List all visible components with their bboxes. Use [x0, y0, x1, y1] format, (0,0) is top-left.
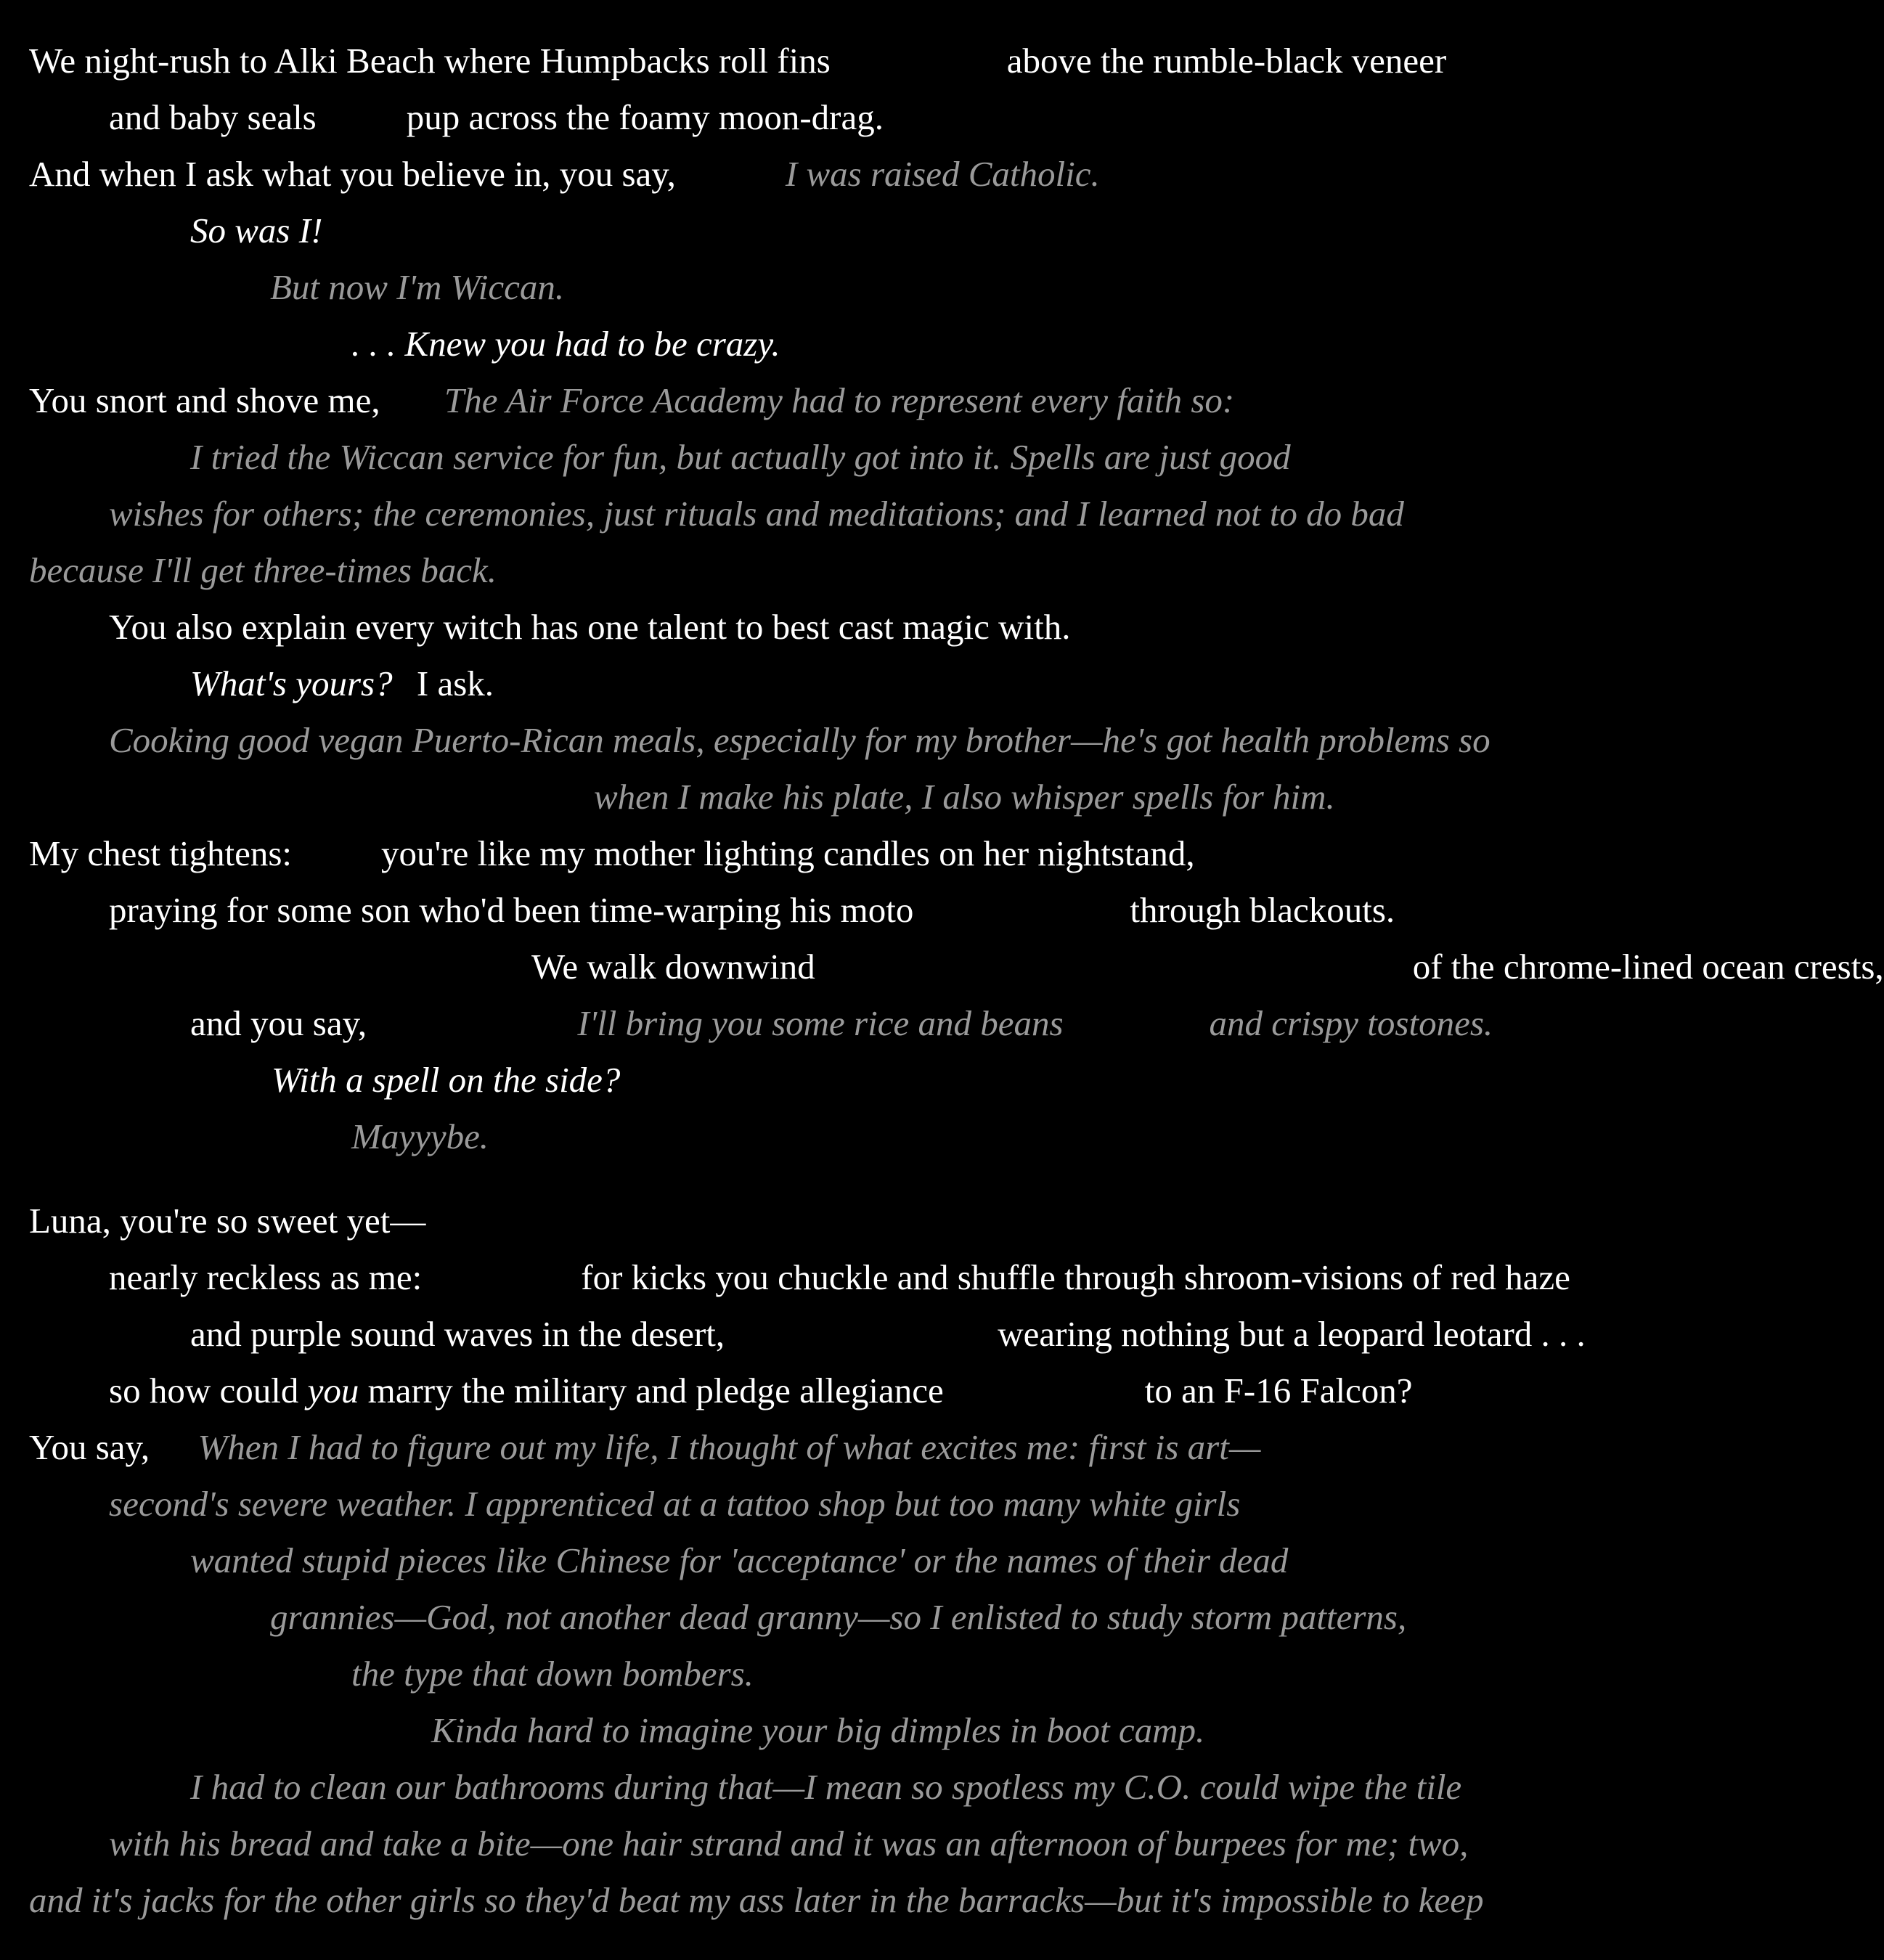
line-segment: My chest tightens:	[29, 833, 293, 873]
line-segment: grannies—God, not another dead granny—so I enlisted to study storm patterns,	[270, 1597, 1407, 1637]
line-segment: to an F-16 Falcon?	[1144, 1371, 1413, 1410]
poem-line	[29, 549, 497, 592]
line-segment: I was raised Catholic.	[785, 154, 1100, 194]
poem-line	[29, 379, 1234, 422]
poem-line	[29, 832, 1195, 875]
line-segment: I'll bring you some rice and beans	[577, 1003, 1064, 1043]
poem-line	[29, 39, 1446, 83]
line-segment: You snort and shove me,	[29, 380, 389, 420]
line-segment: and you say,	[190, 1003, 376, 1043]
line-segment: with his bread and take a bite—one hair strand and it was an afternoon of burpees for me; two,	[109, 1824, 1469, 1863]
line-segment: for kicks you chuckle and shuffle through shroom-visions of red haze	[581, 1257, 1570, 1297]
poem-line	[270, 266, 564, 309]
poem-line	[109, 605, 1071, 649]
poem-line	[351, 1115, 489, 1159]
poem-line	[190, 436, 1291, 479]
poem-line	[29, 1879, 1484, 1922]
poem-line	[351, 322, 780, 366]
line-segment: so how could	[109, 1371, 308, 1410]
poem-line	[109, 96, 884, 139]
line-segment: wearing nothing but a leopard leotard . . .	[998, 1314, 1586, 1354]
line-segment: and baby seals	[109, 97, 317, 137]
poem-line	[190, 1002, 1493, 1045]
line-segment: You also explain every witch has one talent to best cast magic with.	[109, 607, 1071, 647]
line-segment: I ask.	[407, 663, 494, 703]
line-segment: pup across the foamy moon-drag.	[406, 97, 884, 137]
line-segment: And when I ask what you believe in, you say,	[29, 154, 676, 194]
poem-line	[190, 662, 494, 706]
line-segment: and crispy tostones.	[1209, 1003, 1493, 1043]
line-segment: Cooking good vegan Puerto-Rican meals, especially for my brother—he's got health problems so	[109, 720, 1491, 760]
line-segment: when I make his plate, I also whisper spells for him.	[594, 777, 1335, 817]
poem-line	[29, 152, 1100, 196]
poem-line	[109, 1369, 1413, 1413]
line-segment: I had to clean our bathrooms during that—I mean so spotless my C.O. could wipe the tile	[190, 1767, 1462, 1807]
poem-line	[270, 1596, 1406, 1639]
line-segment: of the chrome-lined ocean crests,	[1412, 947, 1884, 987]
line-segment: above the rumble-black veneer	[1006, 41, 1447, 81]
line-segment: because I'll get three-times back.	[29, 550, 497, 590]
line-segment: With a spell on the side?	[272, 1060, 621, 1100]
poem-line	[431, 1709, 1204, 1752]
line-segment: We walk downwind	[531, 947, 815, 987]
line-segment: . . . Knew you had to be crazy.	[351, 324, 780, 364]
line-segment: second's severe weather. I apprenticed at a tattoo shop but too many white girls	[109, 1484, 1241, 1524]
poem-line	[190, 209, 322, 253]
line-segment: praying for some son who'd been time-warping his moto	[109, 890, 914, 930]
line-segment: and it's jacks for the other girls so they'd beat my ass later in the barracks—but it's impossible to keep	[29, 1880, 1484, 1920]
poem-line	[109, 1822, 1468, 1866]
poem-line	[109, 1482, 1240, 1526]
poem-line	[109, 492, 1404, 536]
line-segment: We night-rush to Alki Beach where Humpbacks roll fins	[29, 41, 831, 81]
line-segment: You say,	[29, 1427, 158, 1467]
line-segment: wishes for others; the ceremonies, just rituals and meditations; and I learned not to do bad	[109, 494, 1404, 534]
line-segment: What's yours?	[190, 663, 393, 703]
line-segment: When I had to figure out my life, I thought of what excites me: first is art—	[197, 1427, 1261, 1467]
poem-line	[29, 1199, 425, 1243]
poem-line	[594, 775, 1335, 819]
poem-line	[190, 1539, 1288, 1583]
line-segment: I tried the Wiccan service for fun, but actually got into it. Spells are just good	[190, 437, 1291, 477]
line-segment: the type that down bombers.	[351, 1654, 754, 1694]
line-segment: through blackouts.	[1130, 890, 1395, 930]
poem-line	[190, 1765, 1461, 1809]
poem-line	[29, 1426, 1260, 1469]
line-segment: Kinda hard to imagine your big dimples in boot camp.	[431, 1710, 1205, 1750]
poem-line	[190, 1312, 1586, 1356]
line-segment: you	[307, 1371, 359, 1410]
line-segment: marry the military and pledge allegiance	[359, 1371, 944, 1410]
poem-line	[272, 1058, 620, 1102]
line-segment: But now I'm Wiccan.	[270, 267, 565, 307]
line-segment: wanted stupid pieces like Chinese for 'acceptance' or the names of their dead	[190, 1540, 1289, 1580]
poem-line	[531, 945, 1884, 989]
poem-line	[351, 1652, 754, 1696]
line-segment: The Air Force Academy had to represent every faith so:	[444, 380, 1235, 420]
poem-line	[109, 719, 1491, 762]
line-segment: Luna, you're so sweet yet—	[29, 1201, 426, 1241]
line-segment: nearly reckless as me:	[109, 1257, 423, 1297]
line-segment: you're like my mother lighting candles on her nightstand,	[381, 833, 1195, 873]
poem-line	[109, 1256, 1570, 1299]
poem-line	[109, 889, 1395, 932]
line-segment: and purple sound waves in the desert,	[190, 1314, 725, 1354]
line-segment: Mayyybe.	[351, 1116, 489, 1156]
line-segment: So was I!	[190, 211, 323, 250]
